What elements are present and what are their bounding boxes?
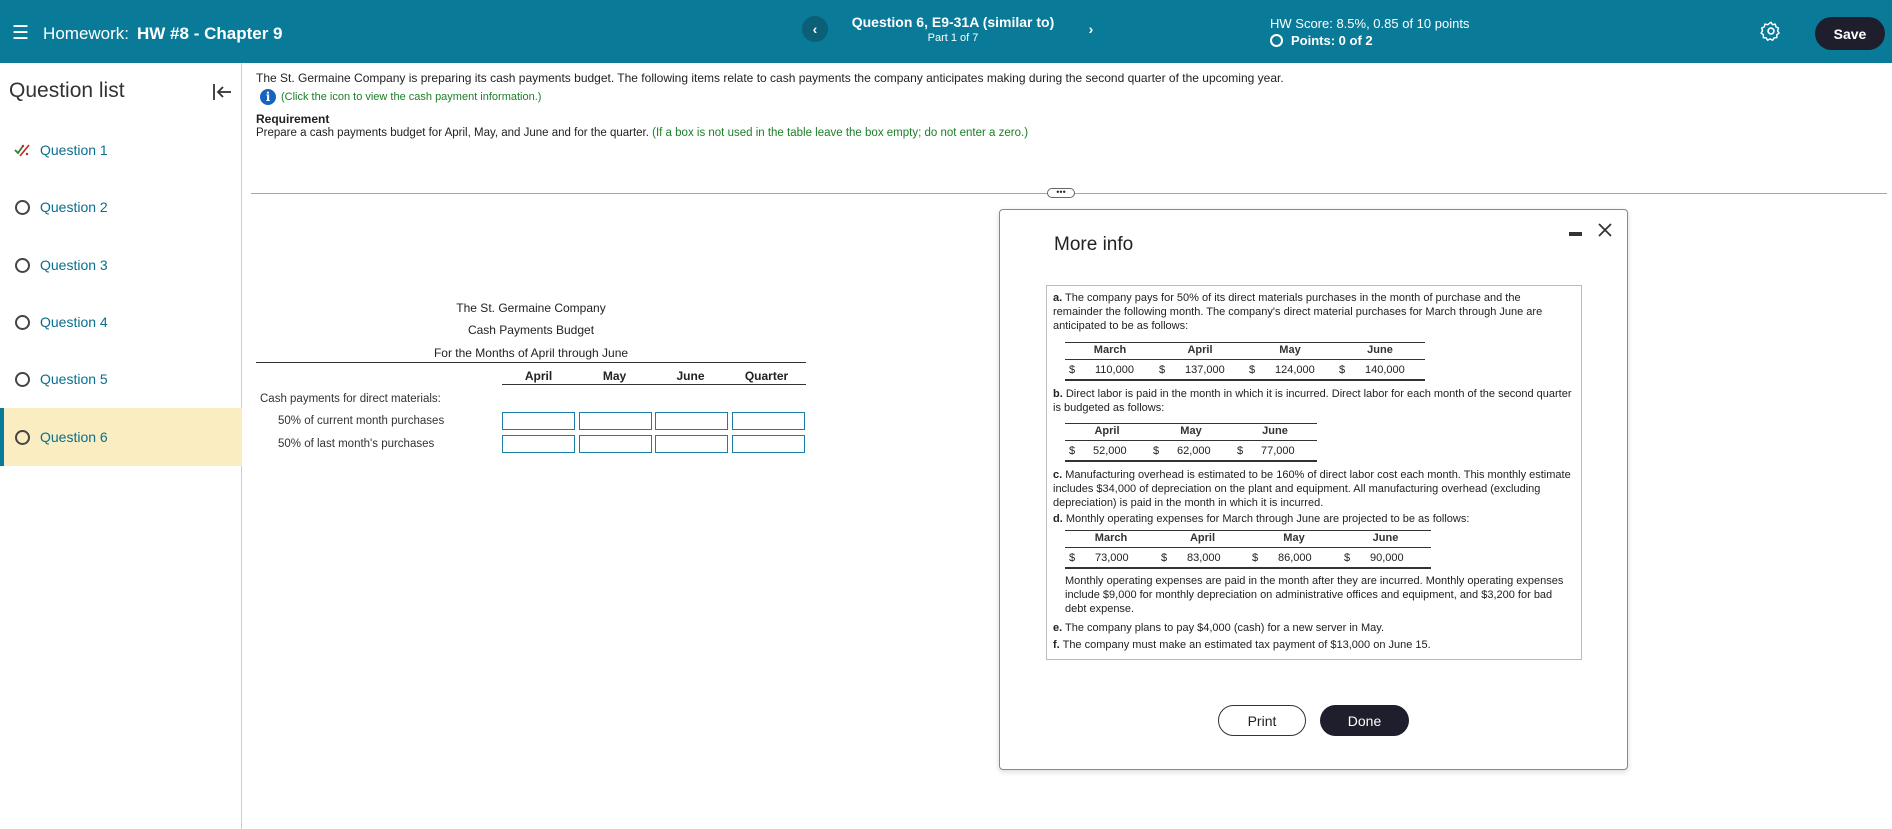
minimize-icon[interactable] [1569,232,1582,236]
input-current-may[interactable] [579,412,652,430]
sidebar-item-question-2[interactable] [0,178,242,236]
table-header: June [1372,532,1399,544]
column-header-quarter: Quarter [744,369,789,383]
click-info-text: (Click the icon to view the cash payment information.) [281,91,542,103]
input-last-quarter[interactable] [732,435,805,453]
question-label: Question 5 [40,371,108,387]
question-info [828,14,1078,44]
item-letter: d. [1053,513,1063,525]
unanswered-circle-icon [14,371,30,387]
table-value: 140,000 [1365,364,1405,376]
input-last-june[interactable] [655,435,728,453]
column-header-june: June [676,369,705,383]
table-value: 86,000 [1278,552,1312,564]
column-header-may: May [602,369,627,383]
requirement-heading: Requirement [256,112,330,126]
table-header: March [1094,532,1128,544]
unanswered-circle-icon [14,199,30,215]
dialog-title: More info [1054,234,1134,255]
item-letter: f. [1053,639,1060,651]
requirement-instruction: Prepare a cash payments budget for April, May, and June and for the quarter. [256,127,649,139]
table-value: 124,000 [1275,364,1315,376]
question-label: Question 2 [40,199,108,215]
item-letter: b. [1053,388,1063,400]
table-value: 73,000 [1095,552,1129,564]
score-panel [1270,16,1469,48]
more-info-dialog [999,209,1628,770]
input-current-april[interactable] [502,412,575,430]
settings-gear-icon[interactable] [1760,20,1782,42]
sidebar-item-question-4[interactable] [0,293,242,351]
currency-symbol: $ [1161,552,1168,564]
item-letter: a. [1053,292,1063,304]
info-content-box [1046,285,1582,660]
sidebar-item-question-3[interactable] [0,236,242,294]
item-text: The company pays for 50% of its direct materials purchases in the month of purchase and the remainder the following month. The company's direct material purchases for March through June are anticipated to be as follows: [1053,292,1543,332]
item-letter: e. [1053,622,1063,634]
currency-symbol: $ [1069,445,1076,457]
table-header: May [1180,425,1202,437]
save-button[interactable]: Save [1815,17,1885,50]
question-label: Question 1 [40,142,108,158]
column-header-rule [502,384,806,385]
currency-symbol: $ [1339,364,1346,376]
points-status-icon [1270,34,1283,47]
budget-company: The St. Germaine Company [456,301,606,315]
item-text: Monthly operating expenses for March through June are projected to be as follows: [1065,513,1470,525]
table-header: April [1189,532,1216,544]
info-item-c [1053,468,1573,510]
table-value: 110,000 [1095,364,1134,376]
currency-symbol: $ [1249,364,1256,376]
sidebar-item-question-6[interactable] [0,408,242,466]
unanswered-circle-icon [14,257,30,273]
info-item-b [1053,387,1573,415]
next-question-button[interactable] [1078,16,1104,42]
item-text: The company plans to pay $4,000 (cash) for a new server in May. [1065,622,1384,634]
table-header: May [1279,344,1301,356]
info-item-d [1053,512,1573,526]
unanswered-circle-icon [14,314,30,330]
sidebar-item-question-5[interactable] [0,350,242,408]
requirement-text [256,127,1028,139]
currency-symbol: $ [1237,445,1244,457]
table-header: April [1187,344,1213,356]
table-value: 52,000 [1093,445,1127,457]
section-label-direct-materials: Cash payments for direct materials: [260,393,441,405]
header-rule [256,362,806,363]
item-text: Manufacturing overhead is estimated to be 160% of direct labor cost each month. This monthly estimate includes $34,000 of depreciation on the plant and equipment. All manufacturing overhead (excluding depreciation) is paid in the month in which it is incurred. [1053,469,1571,509]
table-value: 83,000 [1187,552,1221,564]
budget-title: Cash Payments Budget [467,323,595,337]
info-item-f [1053,638,1573,652]
row-label-current-month: 50% of current month purchases [278,415,445,427]
previous-question-button[interactable] [802,16,828,42]
points-row [1270,33,1469,48]
question-list-title: Question list [9,79,125,102]
input-current-quarter[interactable] [732,412,805,430]
hamburger-icon[interactable]: ☰ [12,23,30,44]
currency-symbol: $ [1159,364,1166,376]
question-title: Question 6, E9-31A (similar to) [851,14,1055,30]
close-icon[interactable] [1595,220,1615,240]
question-label: Question 4 [40,314,108,330]
info-item-e [1053,621,1573,635]
question-label: Question 3 [40,257,108,273]
sidebar-item-question-1[interactable] [0,121,242,179]
partial-credit-icon [14,142,30,158]
hw-score: HW Score: 8.5%, 0.85 of 10 points [1270,16,1470,31]
chevron-right-icon: › [1088,21,1094,37]
table-header: June [1367,344,1393,356]
budget-period: For the Months of April through June [433,346,629,360]
currency-symbol: $ [1344,552,1351,564]
item-text: Direct labor is paid in the month in which it is incurred. Direct labor for each month of the second quarter is budgeted as follows: [1053,388,1572,414]
unanswered-circle-icon [14,429,30,445]
currency-symbol: $ [1069,364,1076,376]
currency-symbol: $ [1153,445,1160,457]
table-header: May [1283,532,1305,544]
info-icon[interactable]: i [260,89,276,105]
input-last-may[interactable] [579,435,652,453]
chevron-left-icon: ‹ [812,21,818,37]
item-letter: c. [1053,469,1063,481]
table-value: 137,000 [1185,364,1225,376]
input-current-june[interactable] [655,412,728,430]
question-list-panel [0,63,242,829]
homework-title: HW #8 - Chapter 9 [137,23,283,43]
question-label: Question 6 [40,429,108,445]
table-header: April [1094,425,1120,437]
homework-heading [12,22,283,45]
column-header-april: April [524,369,553,383]
homework-label: Homework: [43,23,130,43]
requirement-hint: (If a box is not used in the table leave the box empty; do not enter a zero.) [652,127,1029,139]
cash-payment-info-link[interactable] [260,89,541,105]
question-part: Part 1 of 7 [927,32,979,44]
top-bar [0,0,1892,63]
row-label-last-month: 50% of last month's purchases [278,438,435,450]
done-button[interactable]: Done [1320,705,1409,736]
question-intro: The St. Germaine Company is preparing its cash payments budget. The following items relate to cash payments the company anticipates making during the second quarter of the upcoming year. [256,71,1284,85]
input-last-april[interactable] [502,435,575,453]
operating-expenses-note: Monthly operating expenses are paid in the month after they are incurred. Monthly operating expenses include $9,000 for monthly depreciation on administrative offices and equipment, and $3,200 for bad debt expense. [1065,575,1564,615]
table-value: 77,000 [1261,445,1295,457]
question-navigator [802,14,1104,44]
item-text: The company must make an estimated tax payment of $13,000 on June 15. [1062,639,1431,651]
print-button[interactable]: Print [1218,705,1306,736]
table-value: 62,000 [1177,445,1211,457]
points-text: Points: 0 of 2 [1291,33,1373,48]
info-item-a [1053,291,1573,333]
collapse-panel-icon[interactable] [211,81,233,103]
table-header: June [1262,425,1288,437]
currency-symbol: $ [1069,552,1076,564]
divider-drag-handle[interactable]: ••• [1047,188,1075,198]
table-header: March [1093,344,1127,356]
currency-symbol: $ [1252,552,1259,564]
table-value: 90,000 [1370,552,1404,564]
